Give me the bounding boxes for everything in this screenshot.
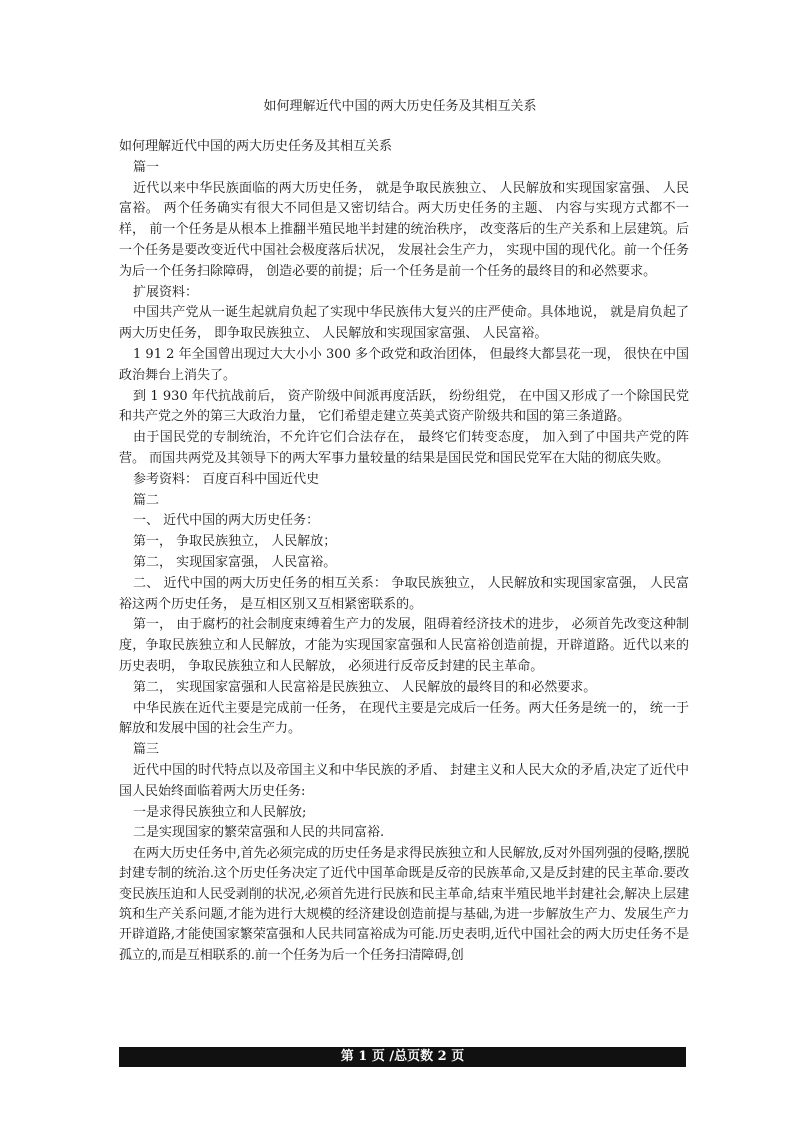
paragraph: 第二， 实现国家富强和人民富裕是民族独立、 人民解放的最终目的和必然要求。 [133, 679, 597, 695]
paragraph: 第一， 由于腐朽的社会制度束缚着生产力的发展，阻碍着经济技术的进步， 必须首先改变这种制度，争取民族独立和人民解放，才能为实现国家富强和人民富裕创造前提，开辟道路。近代以来的历史表明， 争取民族独立和人民解放， 必须进行反帝反封建的民主革命。 [119, 617, 689, 674]
document-heading: 如何理解近代中国的两大历史任务及其相互关系 [119, 139, 393, 154]
paragraph: 篇三 [133, 742, 160, 758]
paragraph: 近代以来中华民族面临的两大历史任务， 就是争取民族独立、 人民解放和实现国家富强、 人民富裕。 两个任务确实有很大不同但是又密切结合。两大历史任务的主题、 内容与实现方式都不一样， 前一个任务是从根本上推翻半殖民地半封建的统治秩序， 改变落后的生产关系和上层建筑。后一个任务是要改变近代中国社会极度落后状况， 发展社会生产力， 实现中国的现代化。前一个任务为后一个任务扫除障碍， 创造必要的前提；后一个任务是前一个任务的最终目的和必然要求。 [119, 180, 689, 279]
paragraph: 扩展资料： [133, 284, 199, 300]
page-footer-indicator: 第 1 页 /总页数 2 页 [119, 1047, 686, 1067]
paragraph: 第二， 实现国家富强， 人民富裕。 [133, 554, 337, 570]
paragraph: 1 91 2 年全国曾出现过大大小小 300 多个政党和政治团体， 但最终大都昙花一现， 很快在中国政治舞台上消失了。 [119, 346, 689, 383]
paragraph: 二、 近代中国的两大历史任务的相互关系： 争取民族独立， 人民解放和实现国家富强， 人民富裕这两个历史任务， 是互相区别又互相紧密联系的。 [119, 575, 689, 612]
paragraph: 中国共产党从一诞生起就肩负起了实现中华民族伟大复兴的庄严使命。具体地说， 就是肩负起了两大历史任务， 即争取民族独立、 人民解放和实现国家富强、 人民富裕。 [119, 305, 689, 342]
paragraph: 在两大历史任务中,首先必须完成的历史任务是求得民族独立和人民解放,反对外国列强的侵略,摆脱封建专制的统治.这个历史任务决定了近代中国革命既是反帝的民族革命,又是反封建的民主革命.要改变民族压迫和人民受剥削的状况,必须首先进行民族和民主革命,结束半殖民地半封建社会,解决上层建筑和生产关系问题,才能为进行大规模的经济建设创造前提与基础,为进一步解放生产力、发展生产力开辟道路,才能使国家繁荣富强和人民共同富裕成为可能.历史表明,近代中国社会的两大历史任务不是孤立的,而是互相联系的.前一个任务为后一个任务扫清障碍,创 [119, 846, 689, 963]
paragraph: 篇一 [133, 159, 160, 175]
paragraph: 第一， 争取民族独立， 人民解放； [133, 534, 337, 550]
paragraph: 篇二 [133, 492, 160, 508]
paragraph: 参考资料： 百度百科中国近代史 [133, 471, 320, 487]
document-body [119, 137, 689, 966]
paragraph: 一是求得民族独立和人民解放; [133, 804, 307, 820]
page-header-title: 如何理解近代中国的两大历史任务及其相互关系 [263, 99, 537, 114]
paragraph: 一、 近代中国的两大历史任务： [133, 513, 320, 529]
paragraph: 中华民族在近代主要是完成前一任务， 在现代主要是完成后一任务。两大任务是统一的， 统一于解放和发展中国的社会生产力。 [119, 700, 689, 737]
paragraph: 到 1 930 年代抗战前后， 资产阶级中间派再度活跃， 纷纷组党， 在中国又形成了一个除国民党和共产党之外的第三大政治力量， 它们希望走建立英美式资产阶级共和国的第三条道路。 [119, 388, 689, 425]
paragraph: 二是实现国家的繁荣富强和人民的共同富裕. [133, 825, 385, 841]
paragraph: 近代中国的时代特点以及帝国主义和中华民族的矛盾、 封建主义和人民大众的矛盾,决定了近代中国人民始终面临着两大历史任务: [119, 762, 689, 799]
paragraph: 由于国民党的专制统治，不允许它们合法存在， 最终它们转变态度， 加入到了中国共产党的阵营。 而国共两党及其领导下的两大军事力量较量的结果是国民党和国民党军在大陆的彻底失败。 [119, 430, 689, 466]
